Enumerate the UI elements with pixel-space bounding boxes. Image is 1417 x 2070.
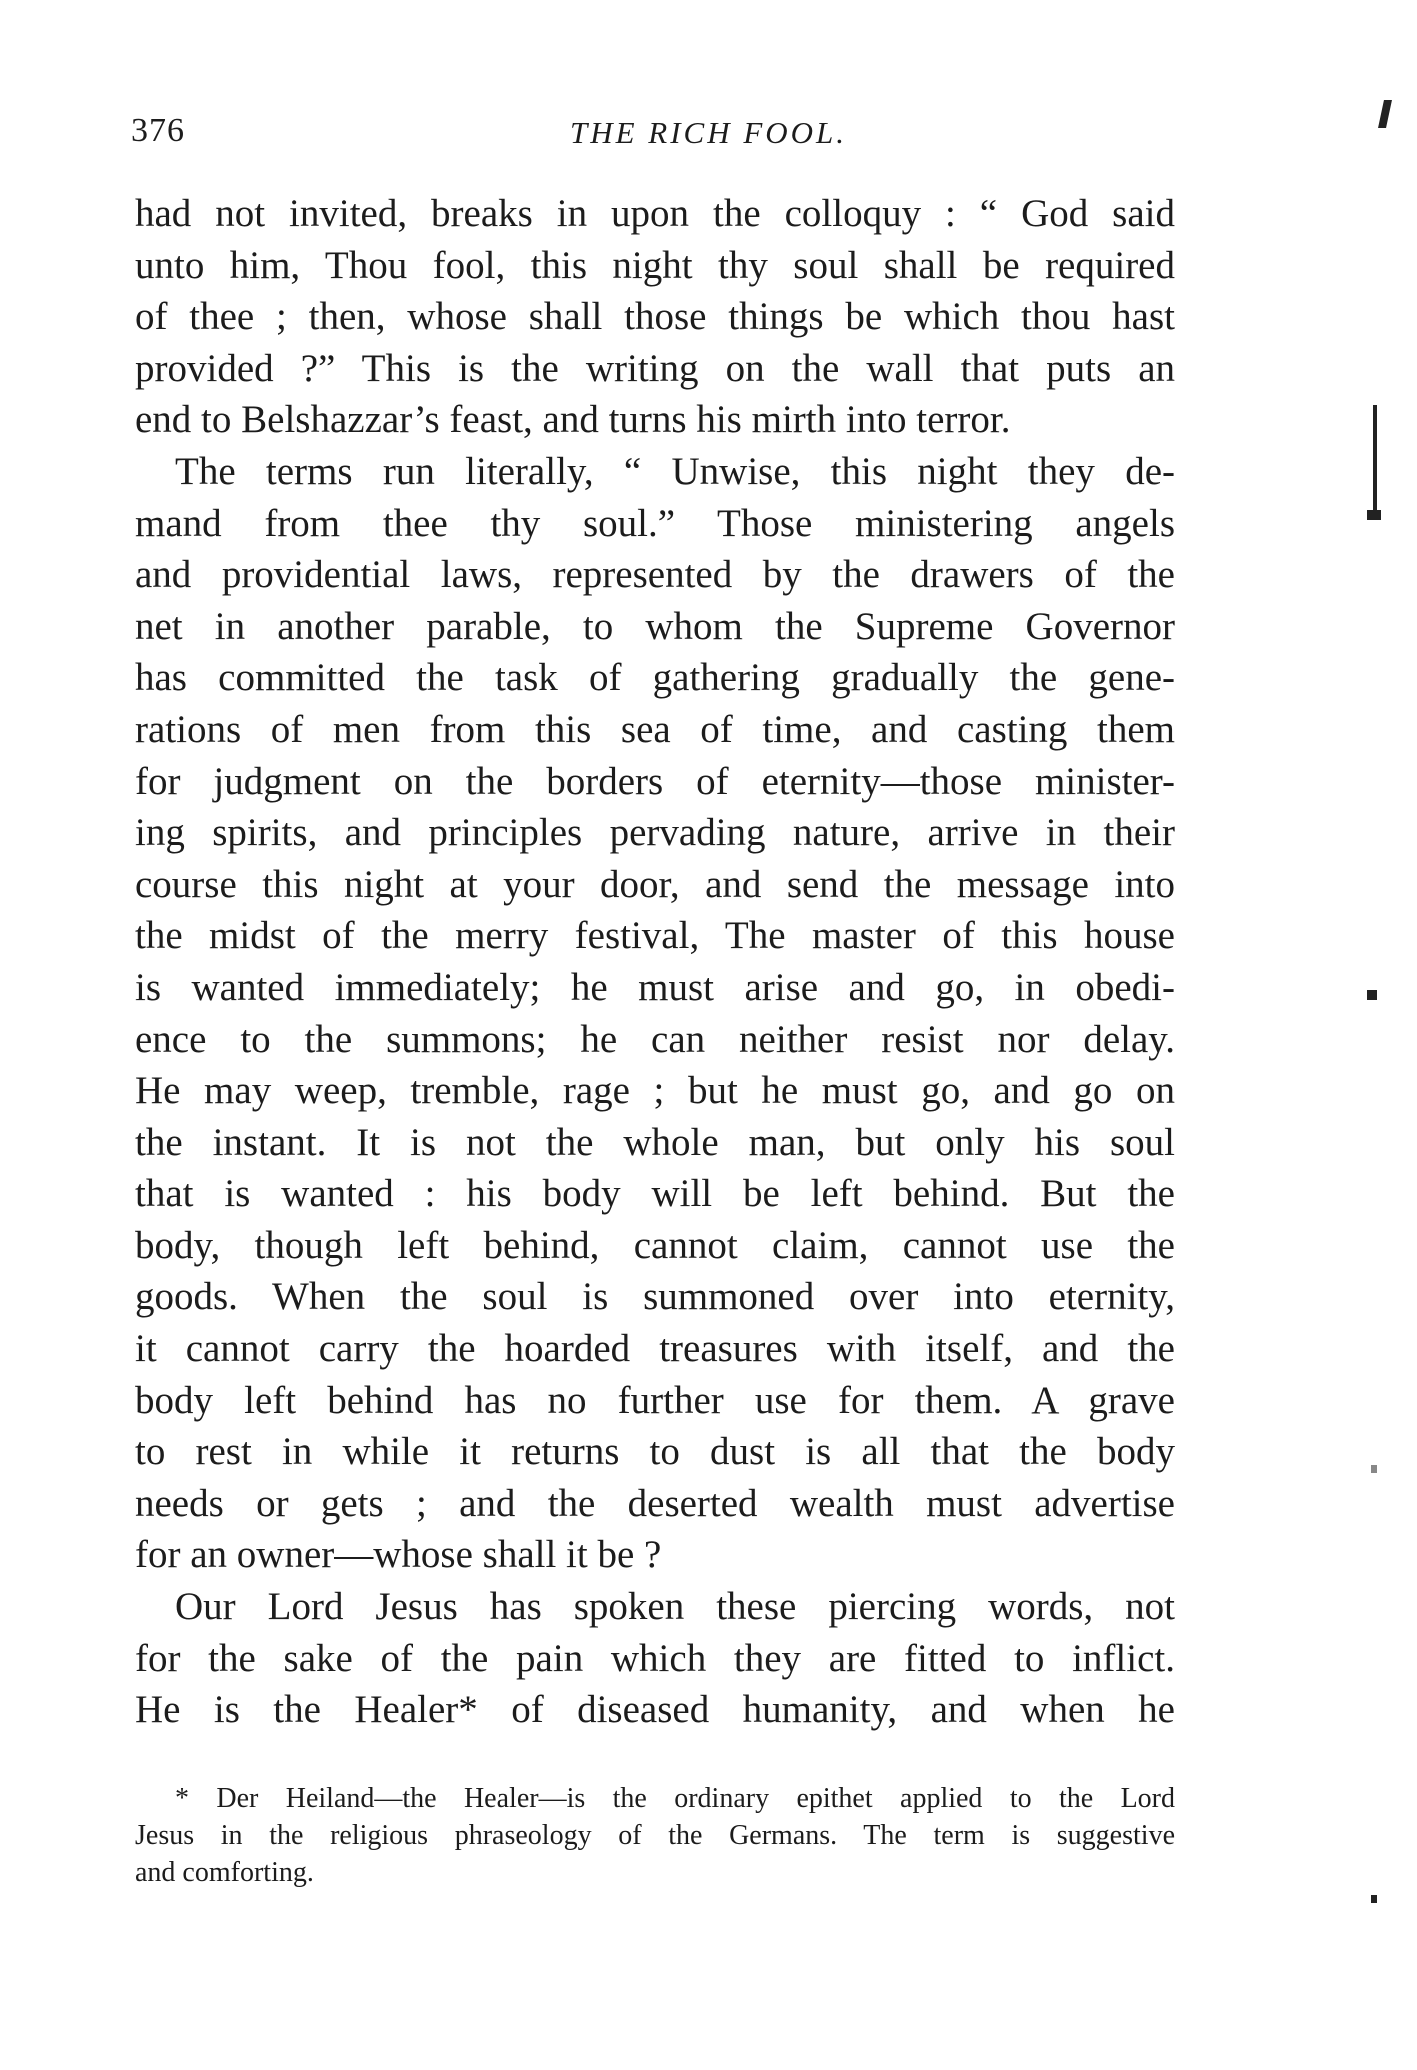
text-line: for judgment on the borders of eternity—those minister- (135, 759, 1175, 803)
text-line: of thee ; then, whose shall those things be which thou hast (135, 295, 1175, 339)
text-line: to rest in while it returns to dust is all that the body (135, 1430, 1175, 1474)
footnote-line: Jesus in the religious phraseology of the Germans. The term is suggestive (135, 1820, 1175, 1851)
scan-mark (1371, 1465, 1377, 1473)
text-line: ence to the summons; he can neither resist nor delay. (135, 1017, 1175, 1061)
footnote-line: * Der Heiland—the Healer—is the ordinary epithet applied to the Lord (175, 1783, 1175, 1814)
text-line: provided ?” This is the writing on the wall that puts an (135, 346, 1175, 390)
scan-mark (1367, 510, 1381, 520)
text-line: for an owner—whose shall it be ? (135, 1533, 662, 1577)
text-line: has committed the task of gathering gradually the gene- (135, 656, 1175, 700)
text-line: course this night at your door, and send the message into (135, 862, 1175, 906)
running-title: THE RICH FOOL. (569, 115, 848, 150)
text-line: the midst of the merry festival, The master of this house (135, 914, 1175, 958)
text-line: is wanted immediately; he must arise and go, in obedi- (135, 965, 1175, 1009)
footnote (135, 1780, 1175, 1891)
text-line: for the sake of the pain which they are fitted to inflict. (135, 1636, 1175, 1680)
text-line: rations of men from this sea of time, and casting them (135, 707, 1175, 751)
footnote-line: and comforting. (135, 1857, 314, 1888)
text-line: had not invited, breaks in upon the colloquy : “ God said (135, 192, 1175, 235)
text-line: that is wanted : his body will be left behind. But the (135, 1172, 1175, 1216)
text-line: it cannot carry the hoarded treasures with itself, and the (135, 1327, 1175, 1371)
scan-mark (1371, 1895, 1377, 1903)
text-line: He is the Healer* of diseased humanity, and when he (135, 1688, 1175, 1732)
text-line: goods. When the soul is summoned over into eternity, (135, 1275, 1175, 1319)
text-line: The terms run literally, “ Unwise, this night they de- (175, 449, 1175, 493)
text-line: Our Lord Jesus has spoken these piercing words, not (175, 1585, 1175, 1629)
scan-mark (1373, 405, 1377, 515)
text-line: needs or gets ; and the deserted wealth must advertise (135, 1481, 1175, 1525)
text-line: ing spirits, and principles pervading nature, arrive in their (135, 811, 1175, 855)
text-line: end to Belshazzar’s feast, and turns his mirth into terror. (135, 398, 1011, 442)
page-number: 376 (131, 112, 185, 149)
text-line: net in another parable, to whom the Supreme Governor (135, 604, 1175, 648)
scan-mark (1367, 990, 1377, 1000)
text-line: body left behind has no further use for them. A grave (135, 1378, 1175, 1422)
text-line: mand from thee thy soul.” Those ministering angels (135, 501, 1175, 545)
text-line: He may weep, tremble, rage ; but he must go, and go on (135, 1069, 1175, 1113)
text-line: unto him, Thou fool, this night thy soul shall be required (135, 243, 1175, 287)
text-line: and providential laws, represented by the drawers of the (135, 553, 1175, 597)
body-text (135, 188, 1175, 1736)
text-line: body, though left behind, cannot claim, cannot use the (135, 1223, 1175, 1267)
text-line: the instant. It is not the whole man, but only his soul (135, 1120, 1175, 1164)
